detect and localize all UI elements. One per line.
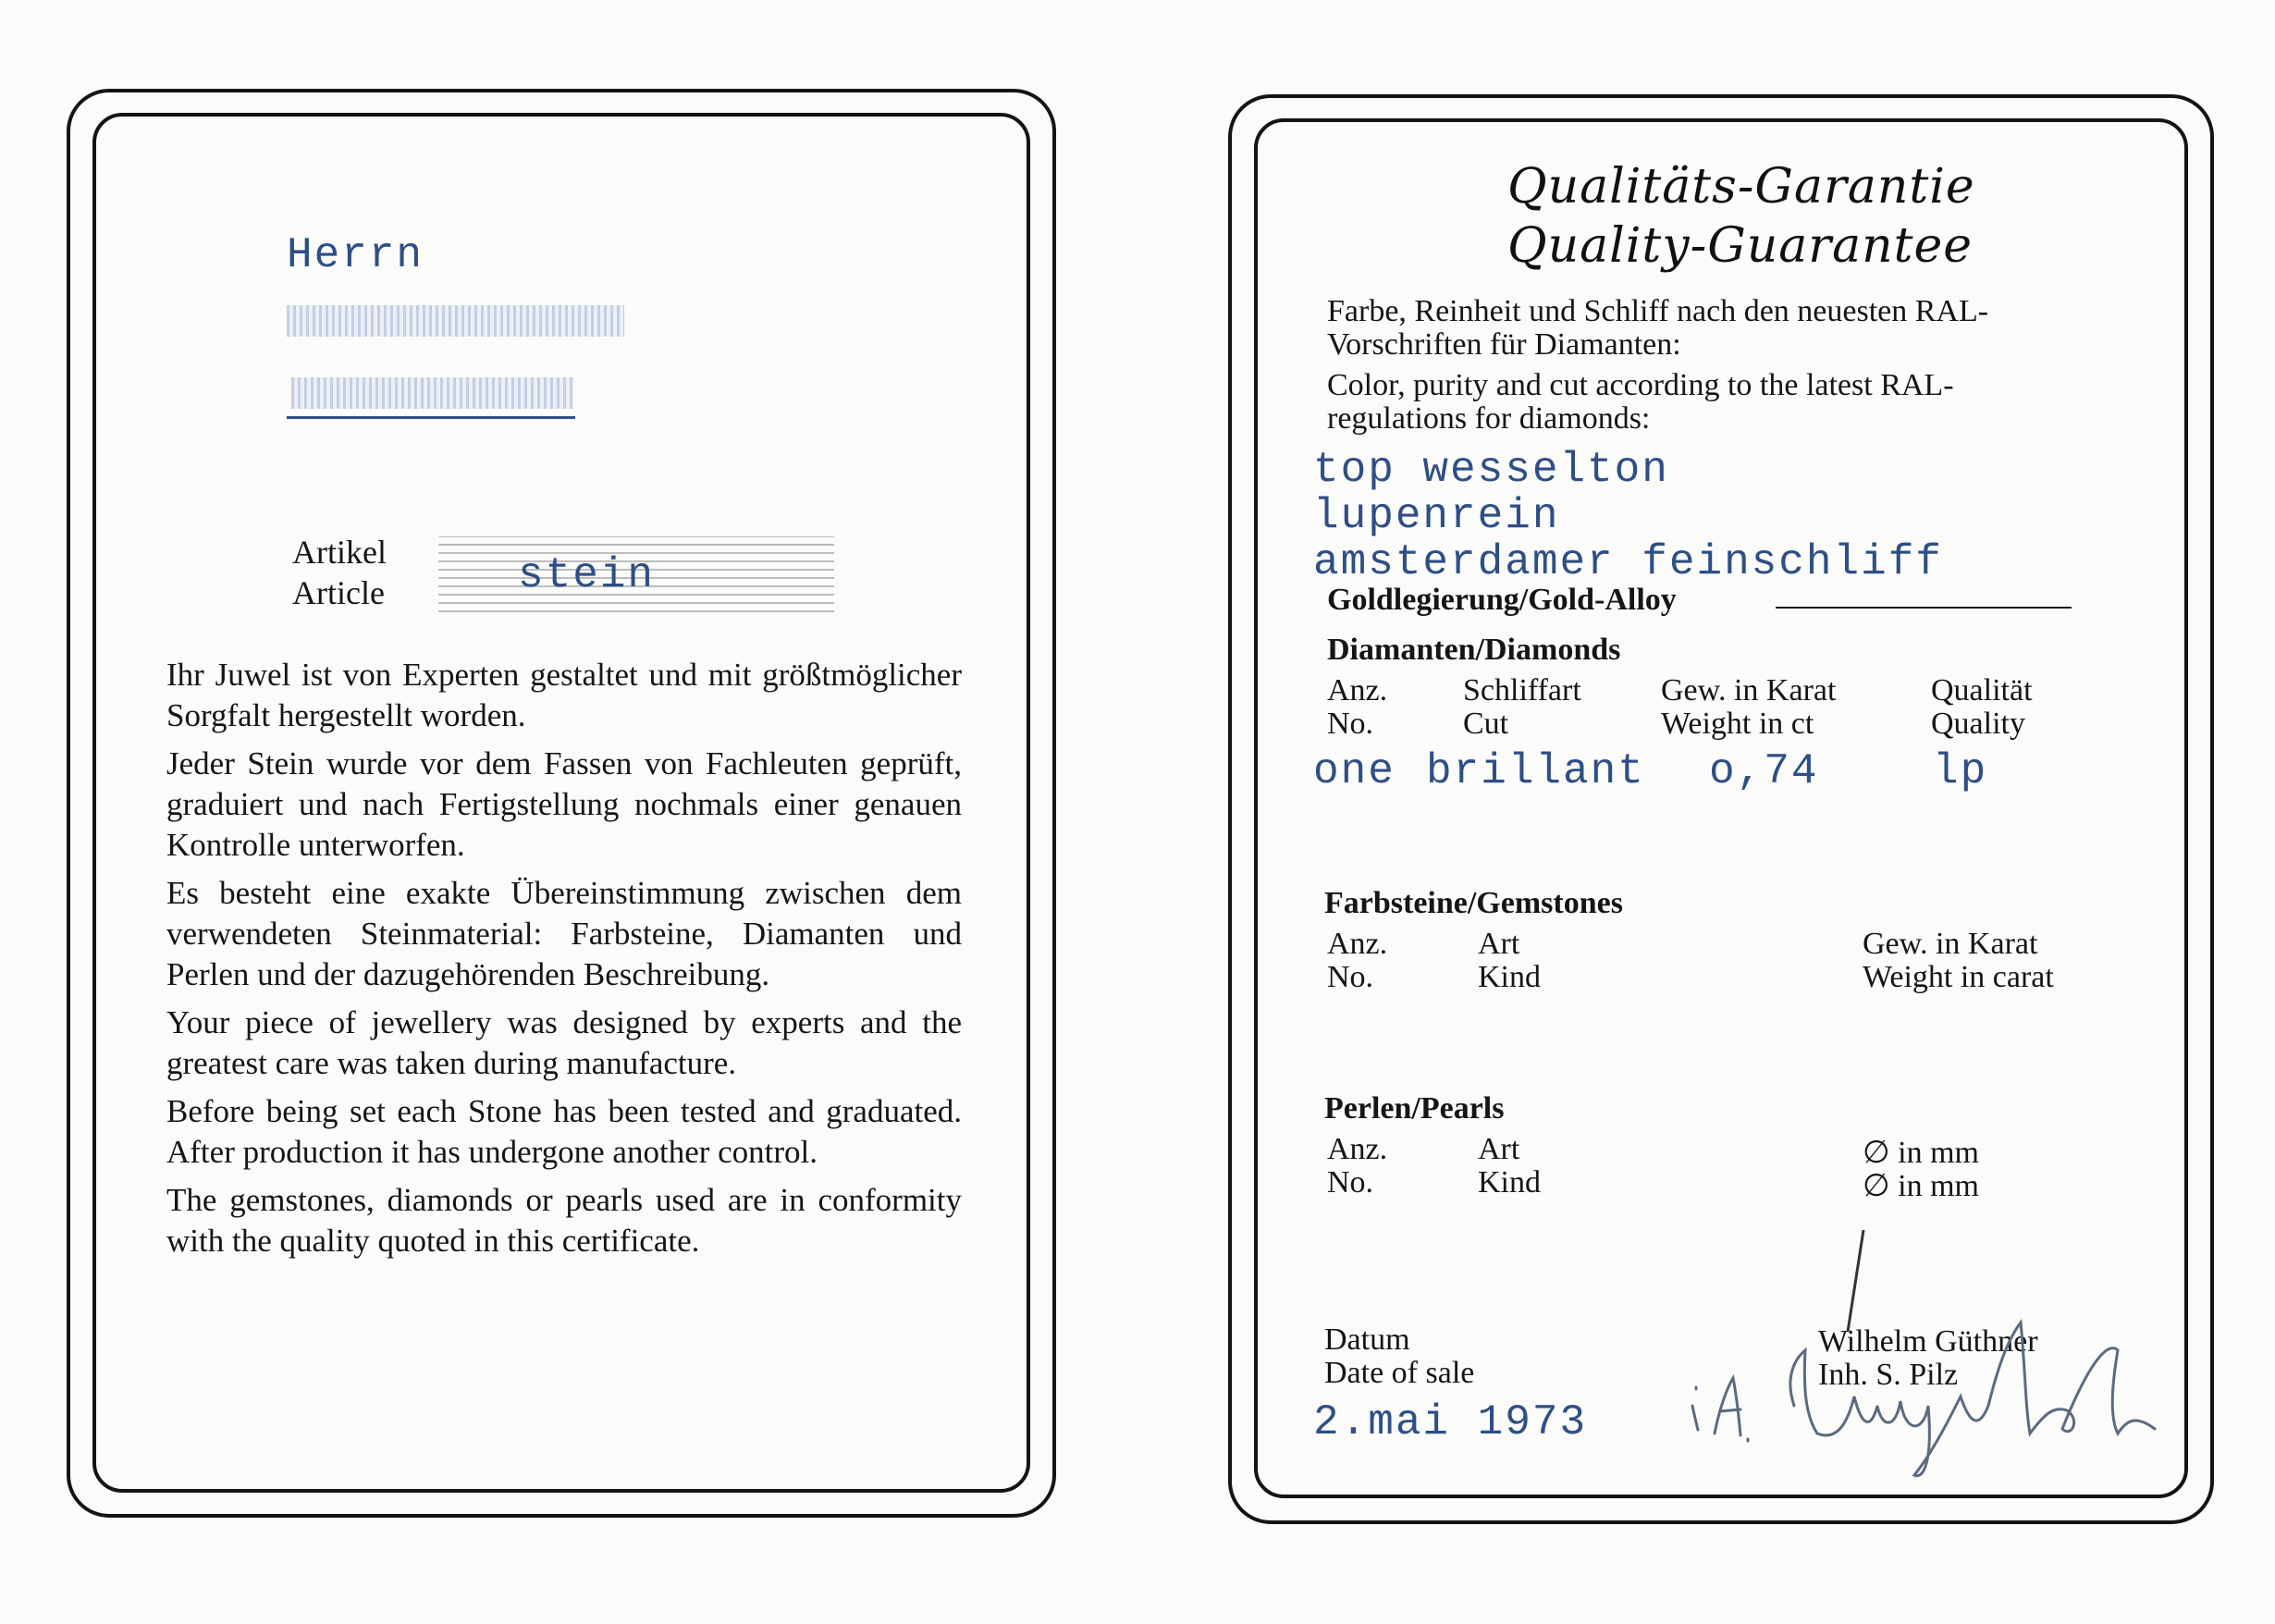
gemstones-col-no-en: No.	[1327, 960, 1374, 994]
typed-cut: amsterdamer feinschliff	[1313, 538, 1943, 586]
diamonds-col-cut-en: Cut	[1463, 707, 1509, 741]
intro-en-line-2: regulations for diamonds:	[1327, 401, 1651, 436]
title-de: Qualitäts-Garantie	[1507, 159, 1975, 215]
company-line-1: Wilhelm Güthner	[1818, 1324, 2038, 1359]
company-line-2: Inh. S. Pilz	[1818, 1358, 1959, 1392]
diamonds-col-weight-en: Weight in ct	[1661, 707, 1814, 741]
paragraph-1: Ihr Juwel ist von Experten gestaltet und mit größtmöglicher Sorgfalt hergestellt worden.	[166, 657, 962, 733]
gold-alloy-line	[1776, 607, 2072, 609]
diamond-row-cut: brillant	[1426, 747, 1645, 795]
diamonds-col-quality-de: Qualität	[1931, 673, 2033, 707]
paragraph-2: Jeder Stein wurde vor dem Fassen von Fachleuten geprüft, graduiert und nach Fertigstellung nochmals einer genauen Kontrolle unterworfen.	[166, 745, 962, 863]
diamond-row-weight: o,74	[1709, 747, 1819, 795]
date-value: 2.mai 1973	[1313, 1398, 1588, 1446]
gemstones-col-no-de: Anz.	[1327, 927, 1388, 961]
article-label-de: Artikel	[292, 534, 387, 571]
title-en: Quality-Guarantee	[1507, 218, 1974, 274]
paragraph-6: The gemstones, diamonds or pearls used are in conformity with the quality quoted in this certificate.	[166, 1182, 962, 1259]
intro-en-line-1: Color, purity and cut according to the latest RAL-	[1327, 368, 1954, 402]
salutation: Herrn	[287, 231, 424, 279]
diamonds-col-quality-en: Quality	[1931, 707, 2025, 741]
diamonds-heading: Diamanten/Diamonds	[1327, 633, 1621, 667]
redacted-name	[287, 305, 624, 337]
left-body-text	[166, 655, 962, 1269]
gemstones-heading: Farbsteine/Gemstones	[1324, 886, 1623, 920]
paragraph-3: Es besteht eine exakte Übereinstimmung zwischen dem verwendeten Steinmaterial: Farbsteine, Diamanten und Perlen und der dazugehörenden Beschreibung.	[166, 875, 962, 992]
gemstones-col-weight-de: Gew. in Karat	[1863, 927, 2038, 961]
diamonds-col-no-de: Anz.	[1327, 673, 1388, 707]
pearls-col-no-en: No.	[1327, 1165, 1374, 1200]
intro-de-line-1: Farbe, Reinheit und Schliff nach den neuesten RAL-	[1327, 294, 1989, 328]
gemstones-col-weight-en: Weight in carat	[1863, 960, 2054, 994]
diamonds-col-weight-de: Gew. in Karat	[1661, 673, 1837, 707]
pearls-heading: Perlen/Pearls	[1324, 1091, 1505, 1126]
intro-de-line-2: Vorschriften für Diamanten:	[1327, 327, 1681, 362]
right-panel	[1138, 0, 2275, 1624]
pearls-diameter-1: ∅ in mm	[1863, 1136, 1979, 1170]
typed-color: top wesselton	[1313, 446, 1669, 494]
redacted-address	[291, 377, 573, 409]
pearls-diameter-2: ∅ in mm	[1863, 1169, 1979, 1203]
article-label-en: Article	[292, 574, 385, 611]
pearls-col-kind-de: Art	[1478, 1132, 1520, 1166]
gemstones-col-kind-en: Kind	[1478, 960, 1541, 994]
gemstones-col-kind-de: Art	[1478, 927, 1520, 961]
typed-purity: lupenrein	[1313, 492, 1560, 540]
diamond-row-quality: lp	[1933, 747, 1988, 795]
paragraph-4: Your piece of jewellery was designed by experts and the greatest care was taken during manufacture.	[166, 1004, 962, 1081]
diamonds-col-no-en: No.	[1327, 707, 1374, 741]
diamond-row-no: one	[1313, 747, 1396, 795]
pearls-col-kind-en: Kind	[1478, 1165, 1541, 1200]
paragraph-5: Before being set each Stone has been tested and graduated. After production it has undergone another control.	[166, 1093, 962, 1170]
article-value: stein	[518, 551, 656, 599]
address-underline	[287, 416, 575, 419]
date-label-en: Date of sale	[1324, 1356, 1475, 1390]
gold-alloy-label: Goldlegierung/Gold-Alloy	[1327, 583, 1677, 617]
pearls-col-no-de: Anz.	[1327, 1132, 1388, 1166]
signature	[1655, 1221, 2192, 1480]
date-label-de: Datum	[1324, 1323, 1410, 1357]
diamonds-col-cut-de: Schliffart	[1463, 673, 1581, 707]
